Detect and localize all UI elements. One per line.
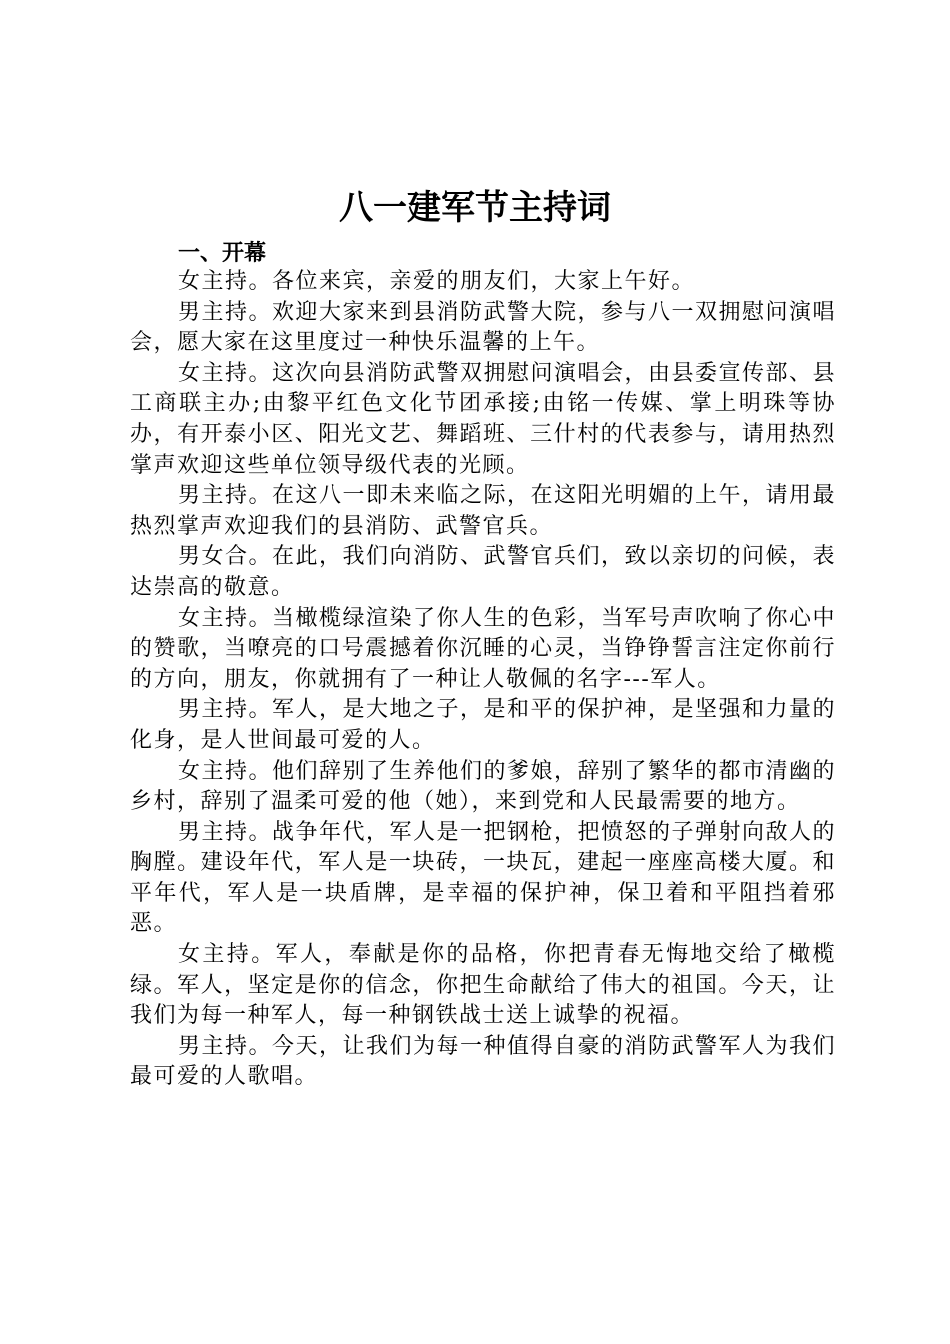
paragraph-9: 男主持。战争年代，军人是一把钢枪，把愤怒的子弹射向敌人的胸膛。建设年代，军人是一块砖，一块瓦，建起一座座高楼大厦。和平年代，军人是一块盾牌，是幸福的保护神，保卫着和平阻挡着邪恶。 xyxy=(130,819,837,937)
paragraph-6: 女主持。当橄榄绿渲染了你人生的色彩，当军号声吹响了你心中的赞歌，当嘹亮的口号震撼着你沉睡的心灵，当铮铮誓言注定你前行的方向，朋友，你就拥有了一种让人敬佩的名字---军人。 xyxy=(130,605,837,692)
paragraph-4: 男主持。在这八一即未来临之际，在这阳光明媚的上午，请用最热烈掌声欢迎我们的县消防、武警官兵。 xyxy=(130,483,837,539)
document-body xyxy=(130,240,836,1093)
section-heading: 一、开幕 xyxy=(178,241,267,266)
paragraph-10: 女主持。军人，奉献是你的品格，你把青春无悔地交给了橄榄绿。军人，坚定是你的信念，你把生命献给了伟大的祖国。今天，让我们为每一种军人，每一种钢铁战士送上诚挚的祝福。 xyxy=(130,942,836,1029)
paragraph-2: 男主持。欢迎大家来到县消防武警大院，参与八一双拥慰问演唱会，愿大家在这里度过一种快乐温馨的上午。 xyxy=(130,299,837,356)
paragraph-8: 女主持。他们辞别了生养他们的爹娘，辞别了繁华的都市清幽的乡村，辞别了温柔可爱的他（她），来到党和人民最需要的地方。 xyxy=(130,758,837,815)
paragraph-7: 男主持。军人，是大地之子，是和平的保护神，是坚强和力量的化身，是人世间最可爱的人。 xyxy=(130,697,837,753)
paragraph-1: 女主持。各位来宾，亲爱的朋友们，大家上午好。 xyxy=(178,269,696,294)
paragraph-5: 男女合。在此，我们向消防、武警官兵们，致以亲切的问候，表达崇高的敬意。 xyxy=(130,544,837,600)
paragraph-11: 男主持。今天，让我们为每一种值得自豪的消防武警军人为我们最可爱的人歌唱。 xyxy=(130,1033,837,1090)
document-title: 八一建军节主持词 xyxy=(339,188,611,228)
paragraph-3: 女主持。这次向县消防武警双拥慰问演唱会，由县委宣传部、县工商联主办;由黎平红色文化节团承接;由铭一传媒、掌上明珠等协办，有开泰小区、阳光文艺、舞蹈班、三什村的代表参与，请用热烈掌声欢迎这些单位领导级代表的光顾。 xyxy=(130,360,837,478)
